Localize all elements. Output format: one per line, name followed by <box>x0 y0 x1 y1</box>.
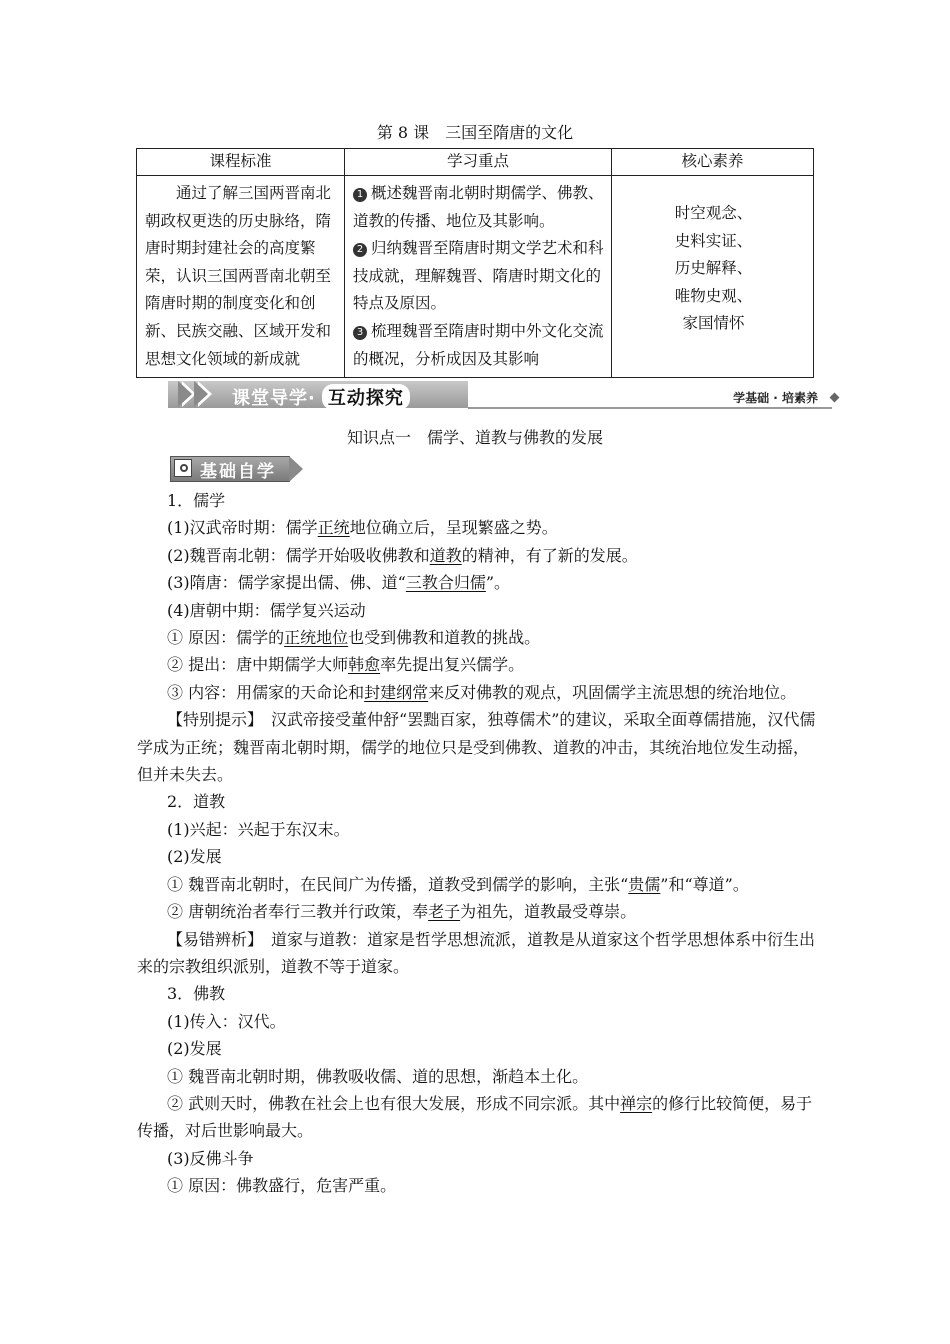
page-title: 第 8 课 三国至隋唐的文化 <box>376 123 574 142</box>
heading: 2．道教 <box>167 792 226 812</box>
text-line: (3)隋唐：儒学家提出儒、佛、道“三教合归儒”。 <box>167 573 511 593</box>
focus-item: 1 概述魏晋南北朝时期儒学、佛教、道教的传播、地位及其影响。 <box>353 184 604 230</box>
diamond-icon <box>830 393 840 403</box>
table-header: 核心素养 <box>612 149 814 176</box>
text-line: (2)发展 <box>167 1039 222 1059</box>
sub-banner <box>170 456 310 482</box>
text-line: ① 原因：儒学的正统地位也受到佛教和道教的挑战。 <box>167 628 541 648</box>
banner-rule <box>468 407 832 409</box>
sub-banner-label: 基础自学 <box>200 462 276 482</box>
curriculum-table <box>136 148 814 378</box>
text-line: (1)兴起：兴起于东汉末。 <box>167 819 350 839</box>
banner-pill: 互动探究 <box>322 384 410 410</box>
heading: 1．儒学 <box>167 491 226 510</box>
core-literacy-cell: 时空观念、 史料实证、 历史解释、 唯物史观、 家国情怀 <box>612 176 814 378</box>
section-banner <box>168 379 840 411</box>
text-line: (4)唐朝中期：儒学复兴运动 <box>167 600 366 620</box>
text-line: ② 唐朝统治者奉行三教并行政策，奉老子为祖先，道教最受尊崇。 <box>167 902 637 922</box>
curriculum-standard-cell: 通过了解三国两晋南北朝政权更迭的历史脉络，隋唐时期封建社会的高度繁荣，认识三国两晋南北朝至隋唐时期的制度变化和创新、民族交融、区域开发和思想文化领域的新成就 <box>137 176 345 378</box>
text-line: ② 提出：唐中期儒学大师韩愈率先提出复兴儒学。 <box>167 655 525 675</box>
banner-subtitle: 学基础 · 培素养 <box>733 391 818 405</box>
text-line: (2)魏晋南北朝：儒学开始吸收佛教和道教的精神，有了新的发展。 <box>167 545 638 565</box>
error-analysis-tip: 【易错辨析】 道家与道教：道家是哲学思想流派，道教是从道家这个哲学思想体系中衍生出来的宗教组织派别，道教不等于道家。 <box>137 929 816 976</box>
chevron-icon <box>194 381 208 407</box>
number-badge: 2 <box>353 243 367 257</box>
section-title: 知识点一 儒学、道教与佛教的发展 <box>346 428 603 447</box>
text-line: (2)发展 <box>167 847 222 867</box>
focus-item: 3 梳理魏晋至隋唐时期中外文化交流的概况，分析成因及其影响 <box>353 321 604 368</box>
number-badge: 1 <box>353 188 367 202</box>
special-tip: 【特别提示】 汉武帝接受董仲舒“罢黜百家，独尊儒术”的建议，采取全面尊儒措施，汉代儒学成为正统；魏晋南北朝时期，儒学的地位只是受到佛教、道教的冲击，其统治地位发生动摇，但并未失去。 <box>137 710 816 785</box>
table-header: 课程标准 <box>137 149 345 176</box>
focus-item: 2 归纳魏晋至隋唐时期文学艺术和科技成就，理解魏晋、隋唐时期文化的特点及原因。 <box>353 239 604 313</box>
text-line: ② 武则天时，佛教在社会上也有很大发展，形成不同宗派。其中禅宗的修行比较简便，易于传播，对后世影响最大。 <box>137 1093 813 1141</box>
text-line: ③ 内容：用儒家的天命论和封建纲常来反对佛教的观点，巩固儒学主流思想的统治地位。 <box>167 682 797 702</box>
book-icon <box>174 459 192 477</box>
content-body <box>137 487 817 1200</box>
text-line: (1)传入：汉代。 <box>167 1011 286 1031</box>
number-badge: 3 <box>353 326 367 340</box>
text-line: ① 原因：佛教盛行，危害严重。 <box>167 1176 397 1196</box>
table-header: 学习重点 <box>345 149 612 176</box>
text-line: ① 魏晋南北朝时，在民间广为传播，道教受到儒学的影响，主张“贵儒”和“尊道”。 <box>167 874 749 894</box>
text-line: ① 魏晋南北朝时期，佛教吸收儒、道的思想，渐趋本土化。 <box>167 1066 589 1086</box>
heading: 3．佛教 <box>167 984 226 1004</box>
text-line: (3)反佛斗争 <box>167 1148 254 1168</box>
learning-focus-cell <box>345 176 612 378</box>
chevron-icon <box>178 381 192 407</box>
banner-title: 课堂导学· 互动探究 <box>232 384 410 410</box>
text-line: (1)汉武帝时期：儒学正统地位确立后，呈现繁盛之势。 <box>167 518 558 538</box>
